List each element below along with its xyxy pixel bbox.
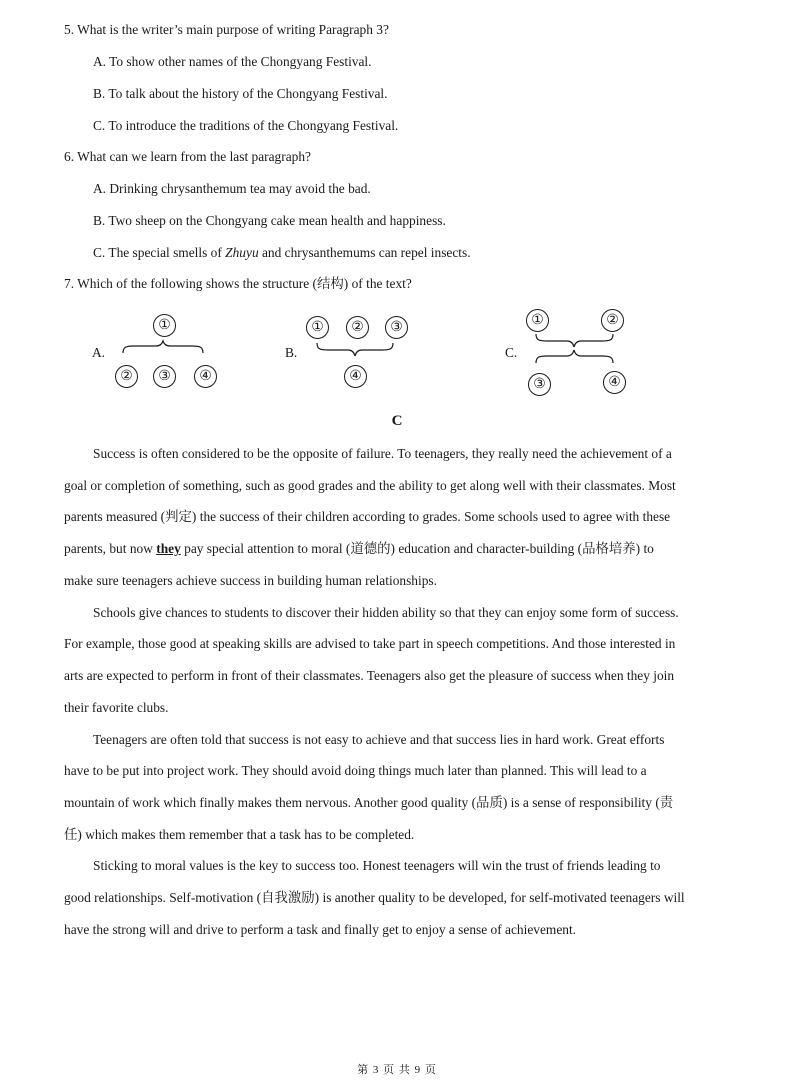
p3-line-2: have to be put into project work. They should avoid doing things much later than planned. This will lead to a [64, 763, 647, 778]
p1-line-5: make sure teenagers achieve success in building human relationships. [64, 573, 437, 588]
diagram-a-circle-3: ③ [153, 365, 176, 388]
q6-option-b: B. Two sheep on the Chongyang cake mean health and happiness. [93, 213, 446, 228]
q5-option-b: B. To talk about the history of the Chongyang Festival. [93, 86, 388, 101]
diagram-a-brace [122, 340, 204, 356]
diagram-a-circle-1: ① [153, 314, 176, 337]
diagram-c-circle-3: ③ [528, 373, 551, 396]
underlined-word-they: they [156, 541, 181, 556]
diagram-b-circle-3: ③ [385, 316, 408, 339]
p3-line-4: 任) which makes them remember that a task has to be completed. [64, 827, 415, 842]
q6-option-c-end: and chrysanthemums can repel insects. [258, 245, 471, 260]
p1-line-4-end: pay special attention to moral (道德的) education and character-building (品格培养) to [180, 541, 654, 556]
q6-option-c [93, 245, 471, 261]
diagram-a-circle-4: ④ [194, 365, 217, 388]
p2-line-3: arts are expected to perform in front of their classmates. Teenagers also get the pleasure of success when they join [64, 668, 675, 683]
diagram-b-circle-4: ④ [344, 365, 367, 388]
page-footer: 第 3 页 共 9 页 [357, 1064, 437, 1076]
p1-line-2: goal or completion of something, such as good grades and the ability to get along well with their classmates. Most [64, 478, 676, 493]
q6-stem: 6. What can we learn from the last paragraph? [64, 149, 311, 164]
p1-line-1: Success is often considered to be the opposite of failure. To teenagers, they really need the achievement of a [93, 446, 672, 461]
q5-option-c: C. To introduce the traditions of the Chongyang Festival. [93, 118, 399, 133]
p3-line-1: Teenagers are often told that success is not easy to achieve and that success lies in hard work. Great efforts [93, 732, 665, 747]
diagram-b-circle-2: ② [346, 316, 369, 339]
q6-option-a: A. Drinking chrysanthemum tea may avoid the bad. [93, 181, 371, 196]
diagram-b-brace [316, 342, 394, 358]
q6-option-c-start: C. The special smells of [93, 245, 226, 260]
p1-line-3: parents measured (判定) the success of their children according to grades. Some schools used to agree with these [64, 509, 671, 524]
section-title: C [391, 413, 403, 429]
p3-line-3: mountain of work which finally makes them nervous. Another good quality (品质) is a sense of responsibility (责 [64, 795, 674, 810]
diagram-c-circle-1: ① [526, 309, 549, 332]
p4-line-2: good relationships. Self-motivation (自我激励) is another quality to be developed, for self-motivated teenagers will [64, 890, 685, 905]
diagram-b-circle-1: ① [306, 316, 329, 339]
p1-line-4 [64, 541, 726, 557]
diagram-b-label: B. [285, 345, 298, 360]
diagram-c-circle-2: ② [601, 309, 624, 332]
diagram-a-label: A. [92, 345, 106, 360]
q7-stem: 7. Which of the following shows the structure (结构) of the text? [64, 276, 412, 291]
diagram-a-circle-2: ② [115, 365, 138, 388]
p4-line-1: Sticking to moral values is the key to success too. Honest teenagers will win the trust of friends leading to [93, 858, 661, 873]
p2-line-4: their favorite clubs. [64, 700, 169, 715]
p4-line-3: have the strong will and drive to perform a task and finally get to enjoy a sense of achievement. [64, 922, 577, 937]
p2-line-1: Schools give chances to students to discover their hidden ability so that they can enjoy some form of success. [93, 605, 679, 620]
diagram-c-braces [535, 333, 615, 365]
q6-option-c-italic: Zhuyu [225, 245, 259, 260]
p1-line-4-start: parents, but now [64, 541, 157, 556]
diagram-c-circle-4: ④ [603, 371, 626, 394]
diagram-c-label: C. [505, 345, 518, 360]
p2-line-2: For example, those good at speaking skills are advised to take part in speech competitions. And those interested in [64, 636, 676, 651]
q5-stem: 5. What is the writer’s main purpose of writing Paragraph 3? [64, 22, 389, 37]
q5-option-a: A. To show other names of the Chongyang Festival. [93, 54, 372, 69]
